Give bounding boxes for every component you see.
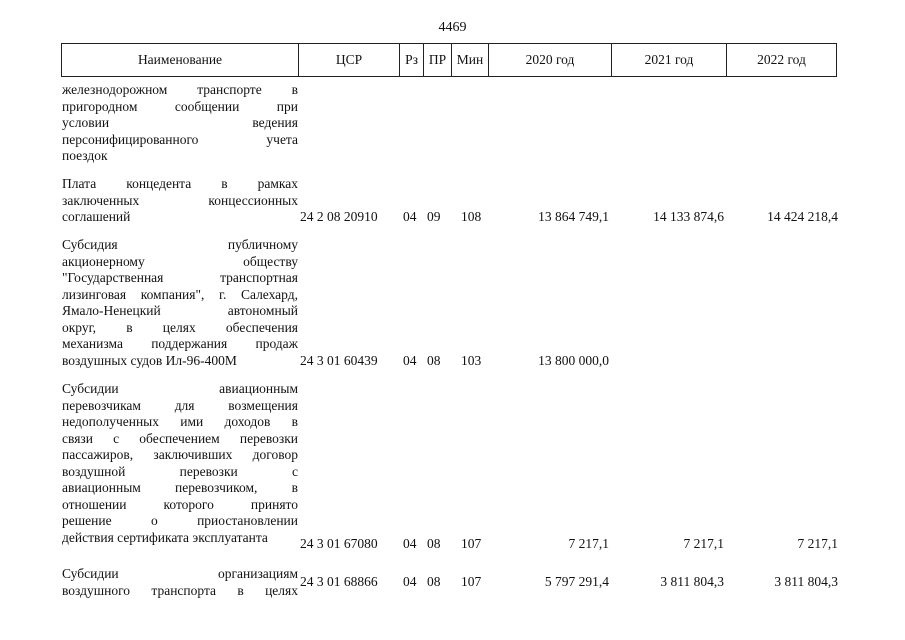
row-name	[62, 237, 298, 369]
name-line: Субсидии организациям	[62, 566, 298, 581]
row-rz: 04	[403, 574, 417, 589]
header-2021: 2021 год	[612, 44, 727, 76]
row-csr: 24 3 01 60439	[300, 353, 378, 368]
name-line: заключенных концессионных	[62, 192, 298, 208]
name-line: авиационным перевозчиком, в	[62, 480, 298, 495]
name-line: перевозчикам для возмещения	[62, 397, 298, 413]
name-line: действия сертификата эксплуатанта	[62, 529, 268, 545]
header-pr: ПР	[424, 44, 452, 76]
name-line: лизинговая компания", г. Салехард,	[62, 286, 298, 302]
row-pr: 08	[427, 574, 441, 589]
row-min: 107	[461, 536, 482, 551]
name-line: соглашений	[62, 209, 131, 224]
header-csr: ЦСР	[299, 44, 400, 76]
row-2020: 13 800 000,0	[538, 353, 609, 368]
name-line: железнодорожном транспорте в	[62, 82, 298, 97]
name-line: связи с обеспечением перевозки	[62, 430, 298, 446]
name-line: отношении которого принято	[62, 496, 298, 512]
name-line: персонифицированного учета	[62, 131, 298, 147]
page-number: 4469	[438, 20, 467, 35]
name-line: поездок	[62, 148, 108, 163]
name-line: Субсидия публичному	[62, 237, 298, 252]
row-2020: 13 864 749,1	[538, 209, 609, 224]
row-rz: 04	[403, 536, 417, 551]
name-line: воздушных судов Ил-96-400М	[62, 352, 237, 368]
name-line: округ, в целях обеспечения	[62, 319, 298, 335]
row-csr: 24 3 01 67080	[300, 536, 378, 551]
row-rz: 04	[403, 353, 417, 368]
row-2021: 3 811 804,3	[660, 574, 724, 589]
row-2022: 14 424 218,4	[767, 209, 838, 224]
header-2020: 2020 год	[489, 44, 612, 76]
row-name	[62, 176, 298, 226]
name-line: недополученных ими доходов в	[62, 414, 298, 429]
row-name	[62, 82, 298, 165]
row-min: 103	[461, 353, 482, 368]
row-2021: 14 133 874,6	[653, 209, 724, 224]
row-pr: 08	[427, 353, 441, 368]
row-2020: 5 797 291,4	[544, 574, 609, 589]
row-2022: 7 217,1	[797, 536, 838, 551]
name-line: воздушной перевозки с	[62, 463, 298, 479]
name-line: решение о приостановлении	[62, 513, 298, 528]
header-rz: Рз	[400, 44, 424, 76]
name-line: пассажиров, заключивших договор	[62, 447, 298, 462]
name-line: Ямало-Ненецкий автономный	[62, 303, 298, 318]
name-line: условии ведения	[62, 115, 298, 130]
row-csr: 24 2 08 20910	[300, 209, 378, 224]
name-line: Субсидии авиационным	[62, 381, 298, 396]
header-min: Мин	[452, 44, 489, 76]
row-pr: 08	[427, 536, 441, 551]
header-name: Наименование	[62, 44, 299, 76]
header-2022: 2022 год	[757, 52, 806, 67]
row-2021: 7 217,1	[683, 536, 724, 551]
row-pr: 09	[427, 209, 441, 224]
name-line: Плата концедента в рамках	[62, 176, 298, 191]
row-name	[62, 381, 298, 546]
name-line: "Государственная транспортная	[62, 270, 298, 285]
row-min: 108	[461, 209, 482, 224]
row-2020: 7 217,1	[568, 536, 609, 551]
row-2022: 3 811 804,3	[774, 574, 838, 589]
table-header	[61, 43, 837, 77]
row-min: 107	[461, 574, 482, 589]
name-line: акционерному обществу	[62, 253, 298, 269]
name-line: механизма поддержания продаж	[62, 336, 298, 351]
row-csr: 24 3 01 68866	[300, 574, 378, 589]
name-line: пригородном сообщении при	[62, 98, 298, 114]
name-line: воздушного транспорта в целях	[62, 582, 298, 598]
row-name	[62, 566, 298, 599]
row-rz: 04	[403, 209, 417, 224]
